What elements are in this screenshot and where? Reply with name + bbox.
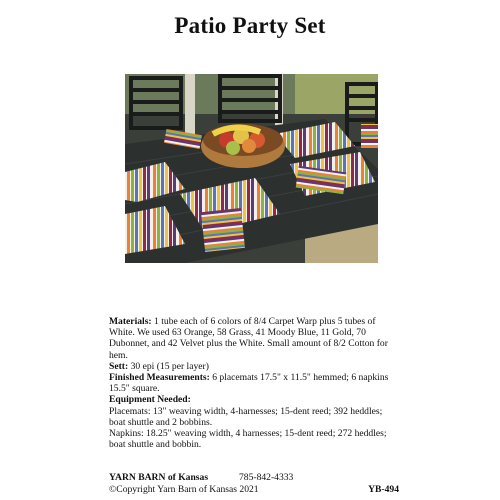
equipment-placemats: Placemats: 13" weaving width, 4-harnesses; 15-dent reed; 392 heddles; boat shuttle and 2 bobbins. — [109, 405, 383, 428]
finished-label: Finished Measurements: — [109, 372, 210, 384]
sett-label: Sett: — [109, 360, 129, 372]
pattern-details — [109, 316, 399, 450]
sett-text: 30 epi (15 per layer) — [130, 360, 209, 372]
footer-copyright — [109, 484, 399, 496]
pattern-code: YB-494 — [368, 484, 399, 495]
footer-contact — [109, 472, 399, 484]
sett-paragraph — [109, 361, 399, 372]
company-name: YARN BARN of Kansas — [109, 472, 209, 483]
materials-label: Materials: — [109, 316, 152, 327]
finished-text: 6 placemats 17.5" x 11.5" hemmed; 6 napkins 15.5" square. — [109, 372, 389, 395]
materials-paragraph — [109, 316, 399, 361]
materials-text: 1 tube each of 6 colors of 8/4 Carpet Warp plus 5 tubes of White. We used 63 Orange, 58 Grass, 41 Moody Blue, 11 Gold, 70 Dubonnet, and 42 Velvet plus the White. Small amount of 8/2 Cotton for hem. — [109, 316, 388, 361]
finished-paragraph — [109, 372, 399, 394]
patio-table-illustration — [125, 74, 378, 263]
product-photo — [125, 74, 378, 263]
copyright-text: ©Copyright Yarn Barn of Kansas 2021 — [109, 484, 259, 495]
equipment-heading: Equipment Needed: — [109, 394, 191, 406]
equipment-napkins: Napkins: 18.25" weaving width, 4 harnesses; 15-dent reed; 272 heddles; boat shuttle and bobbin. — [109, 428, 387, 451]
phone-number: 785-842-4333 — [239, 472, 294, 483]
page-title: Patio Party Set — [174, 13, 326, 38]
